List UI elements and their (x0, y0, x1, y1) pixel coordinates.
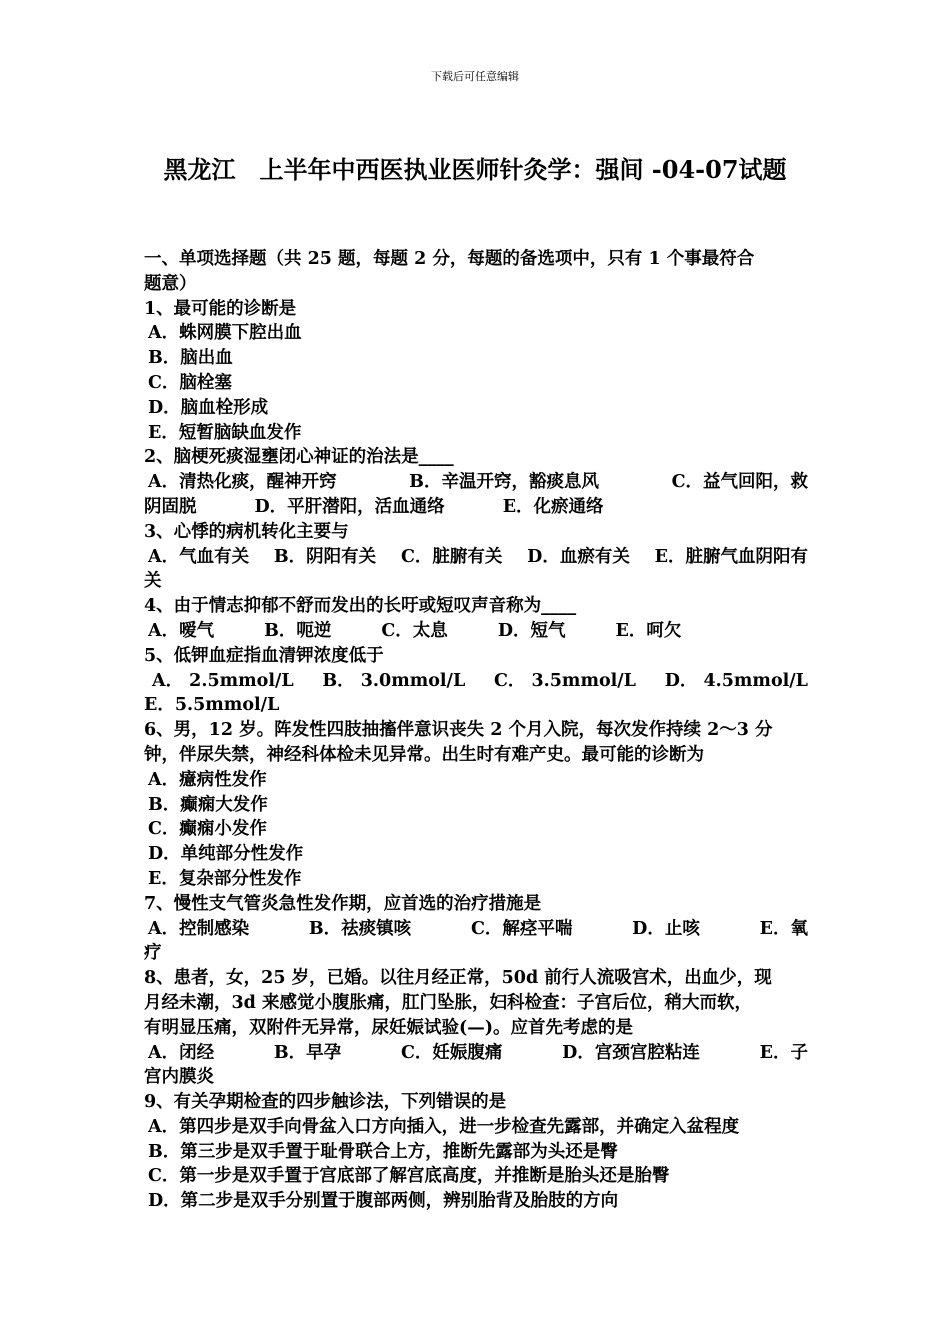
question-4-option-e: E．呵欠 (615, 620, 682, 641)
question-8-stem-line3: 有明显压痛，双附件无异常，尿妊娠试验(—)。应首先考虑的是 (144, 1017, 634, 1038)
question-4-option-a: A．嗳气 (148, 620, 215, 641)
question-2-option-c: C．益气回阳，救 (671, 472, 808, 493)
question-4-options-row (144, 619, 808, 644)
question-7-option-e-cont: 疗 (144, 943, 162, 964)
question-8-stem-line2: 月经未潮，3d 来感觉小腹胀痛，肛门坠胀，妇科检查：子宫后位，稍大而软， (144, 992, 753, 1013)
question-2-options-row2 (144, 495, 808, 520)
question-4-option-b: B．呃逆 (264, 620, 332, 641)
question-9-option-c: C．第一步是双手置于宫底部了解宫底高度，并推断是胎头还是胎臀 (148, 1166, 670, 1187)
question-1-option-d: D．脑血栓形成 (148, 397, 269, 418)
question-7-option-b: B．祛痰镇咳 (308, 918, 412, 939)
question-8-option-b: B．早孕 (273, 1042, 342, 1063)
question-3-option-a: A．气血有关 (148, 546, 250, 567)
question-5-option-b: B． 3.0mmol/L (322, 670, 466, 691)
question-6-option-c: C．癫痫小发作 (148, 819, 267, 840)
question-2-option-d: D．平肝潜阳，活血通络 (254, 496, 445, 517)
question-9-stem: 9、有关孕期检查的四步触诊法，下列错误的是 (144, 1092, 507, 1113)
question-3-option-c: C．脏腑有关 (400, 546, 503, 567)
question-5-option-e: E．5.5mmol/L (144, 695, 280, 716)
question-2-options-row1 (144, 470, 808, 495)
question-7-stem: 7、慢性支气管炎急性发作期，应首选的治疗措施是 (144, 893, 542, 914)
question-2-option-a: A．清热化痰，醒神开窍 (148, 472, 337, 493)
question-9-option-a: A．第四步是双手向骨盆入口方向插入，进一步检查先露部，并确定入盆程度 (148, 1116, 740, 1137)
question-6-option-a: A．癔病性发作 (148, 769, 267, 790)
question-5-stem: 5、低钾血症指血清钾浓度低于 (144, 645, 384, 666)
question-5-option-d: D． 4.5mmol/L (664, 670, 808, 691)
question-1-option-c: C．脑栓塞 (148, 372, 232, 393)
question-9-option-b: B．第三步是双手置于耻骨联合上方，推断先露部为头还是臀 (148, 1141, 618, 1162)
question-1-option-e: E．短暂脑缺血发作 (148, 422, 302, 443)
question-8-stem-line1: 8、患者，女，25 岁，已婚。以往月经正常，50d 前行人流吸宫术，出血少，现 (144, 968, 772, 989)
question-5-option-c: C． 3.5mmol/L (493, 670, 636, 691)
question-1-option-a: A．蛛网膜下腔出血 (148, 323, 302, 344)
question-2-option-c-cont: 阴固脱 (144, 496, 197, 517)
question-1-stem: 1、最可能的诊断是 (144, 298, 297, 319)
question-6-stem-line1: 6、男，12 岁。阵发性四肢抽搐伴意识丧失 2 个月入院，每次发作持续 2～3 分 (144, 720, 773, 741)
question-6-option-b: B．癫痫大发作 (148, 794, 268, 815)
document-body (144, 247, 808, 1214)
question-4-option-c: C．太息 (381, 620, 448, 641)
question-3-option-d: D．血瘀有关 (527, 546, 630, 567)
question-5-options-row1 (144, 669, 808, 694)
question-3-option-e-cont: 关 (144, 571, 162, 592)
question-6-stem-line2: 钟，伴尿失禁，神经科体检未见异常。出生时有难产史。最可能的诊断为 (144, 744, 704, 765)
question-3-option-e: E．脏腑气血阴阳有 (654, 546, 808, 567)
question-7-option-e: E．氧 (759, 918, 808, 939)
question-8-options-row1 (144, 1041, 808, 1066)
question-7-option-d: D．止咳 (632, 918, 700, 939)
question-2-stem: 2、脑梗死痰湿壅闭心神证的治法是____ (144, 447, 454, 468)
question-7-options-row1 (144, 917, 808, 942)
question-7-option-a: A．控制感染 (148, 918, 250, 939)
question-8-option-a: A．闭经 (148, 1042, 215, 1063)
question-8-option-c: C．妊娠腹痛 (400, 1042, 503, 1063)
question-8-option-e: E．子 (759, 1042, 808, 1063)
document-title: 黑龙江 上半年中西医执业医师针灸学：强间 -04-07试题 (163, 155, 787, 184)
question-8-option-e-cont: 宫内膜炎 (144, 1067, 214, 1088)
question-3-options-row1 (144, 545, 808, 570)
question-6-option-e: E．复杂部分性发作 (148, 868, 302, 889)
question-4-stem: 4、由于情志抑郁不舒而发出的长吁或短叹声音称为____ (144, 596, 577, 617)
question-2-option-e: E．化瘀通络 (502, 496, 604, 517)
section-heading-line1: 一、单项选择题（共 25 题，每题 2 分，每题的备选项中，只有 1 个事最符合 (144, 249, 755, 269)
question-1-option-b: B．脑出血 (148, 348, 233, 369)
question-9-option-d: D．第二步是双手分别置于腹部两侧，辨别胎背及胎肢的方向 (148, 1191, 619, 1212)
header-note: 下载后可任意编辑 (431, 70, 519, 83)
question-3-stem: 3、心悸的病机转化主要与 (144, 521, 349, 542)
question-2-option-b: B．辛温开窍，豁痰息风 (409, 472, 599, 493)
question-4-option-d: D．短气 (497, 620, 566, 641)
question-3-option-b: B．阴阳有关 (273, 546, 377, 567)
section-heading-line2: 题意） (144, 273, 197, 294)
question-5-option-a: A． 2.5mmol/L (152, 670, 294, 691)
question-7-option-c: C．解痉平喘 (470, 918, 573, 939)
question-6-option-d: D．单纯部分性发作 (148, 844, 304, 865)
question-8-option-d: D．宫颈宫腔粘连 (562, 1042, 700, 1063)
